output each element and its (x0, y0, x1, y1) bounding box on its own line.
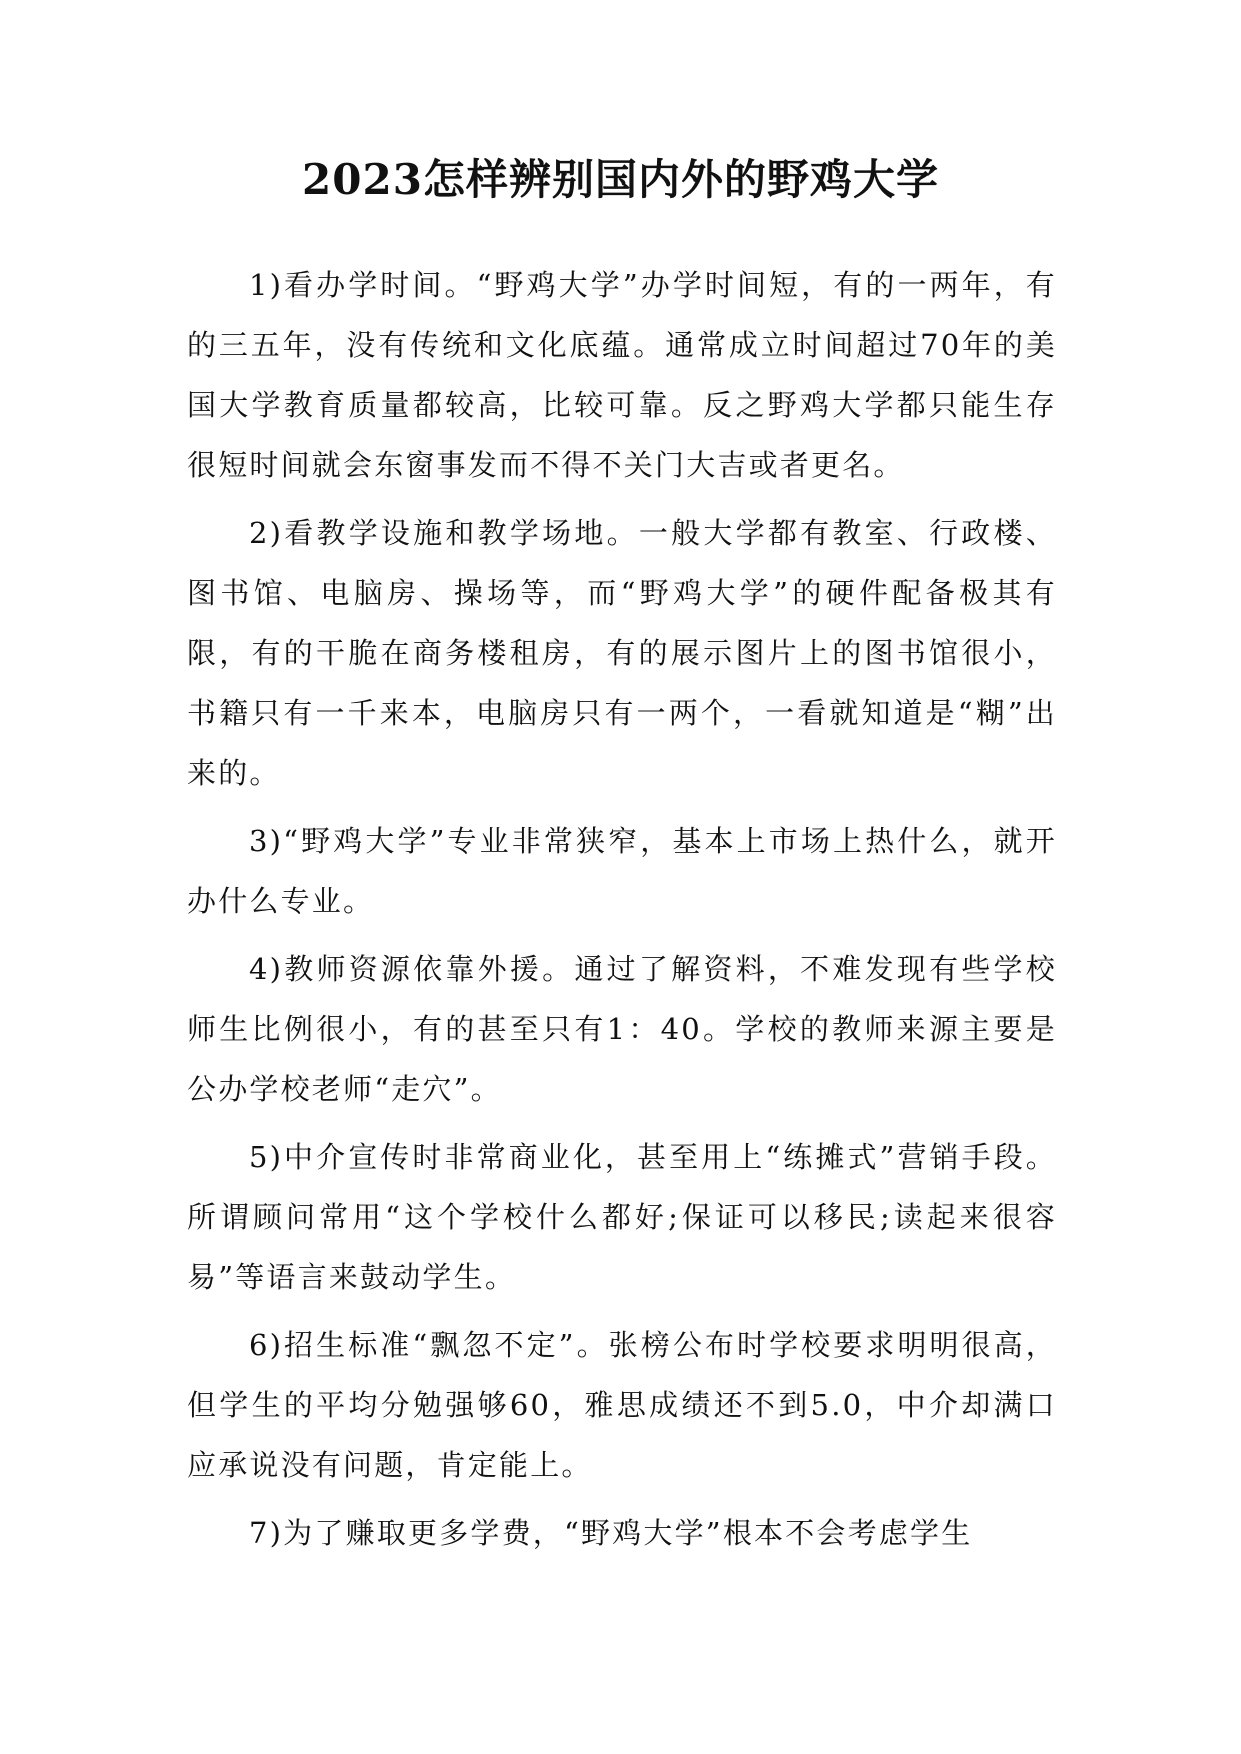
paragraph-6: 6)招生标准“飘忽不定”。张榜公布时学校要求明明很高，但学生的平均分勉强够60，雅思成绩还不到5.0，中介却满口应承说没有问题，肯定能上。 (187, 1328, 1057, 1482)
paragraph-5: 5)中介宣传时非常商业化，甚至用上“练摊式”营销手段。所谓顾问常用“这个学校什么都好;保证可以移民;读起来很容易”等语言来鼓动学生。 (187, 1140, 1057, 1294)
paragraph-7: 7)为了赚取更多学费，“野鸡大学”根本不会考虑学生 (249, 1516, 973, 1550)
document-title: 2023怎样辨别国内外的野鸡大学 (302, 155, 939, 204)
paragraph-2: 2)看教学设施和教学场地。一般大学都有教室、行政楼、图书馆、电脑房、操场等，而“野鸡大学”的硬件配备极其有限，有的干脆在商务楼租房，有的展示图片上的图书馆很小，书籍只有一千来本，电脑房只有一两个，一看就知道是“糊”出来的。 (187, 516, 1057, 790)
paragraph-1: 1)看办学时间。“野鸡大学”办学时间短，有的一两年，有的三五年，没有传统和文化底蕴。通常成立时间超过70年的美国大学教育质量都较高，比较可靠。反之野鸡大学都只能生存很短时间就会东窗事发而不得不关门大吉或者更名。 (187, 268, 1057, 482)
paragraph-3: 3)“野鸡大学”专业非常狭窄，基本上市场上热什么，就开办什么专业。 (187, 824, 1057, 918)
paragraph-4: 4)教师资源依靠外援。通过了解资料，不难发现有些学校师生比例很小，有的甚至只有1：40。学校的教师来源主要是公办学校老师“走穴”。 (187, 952, 1057, 1106)
document-body (187, 255, 1057, 1571)
